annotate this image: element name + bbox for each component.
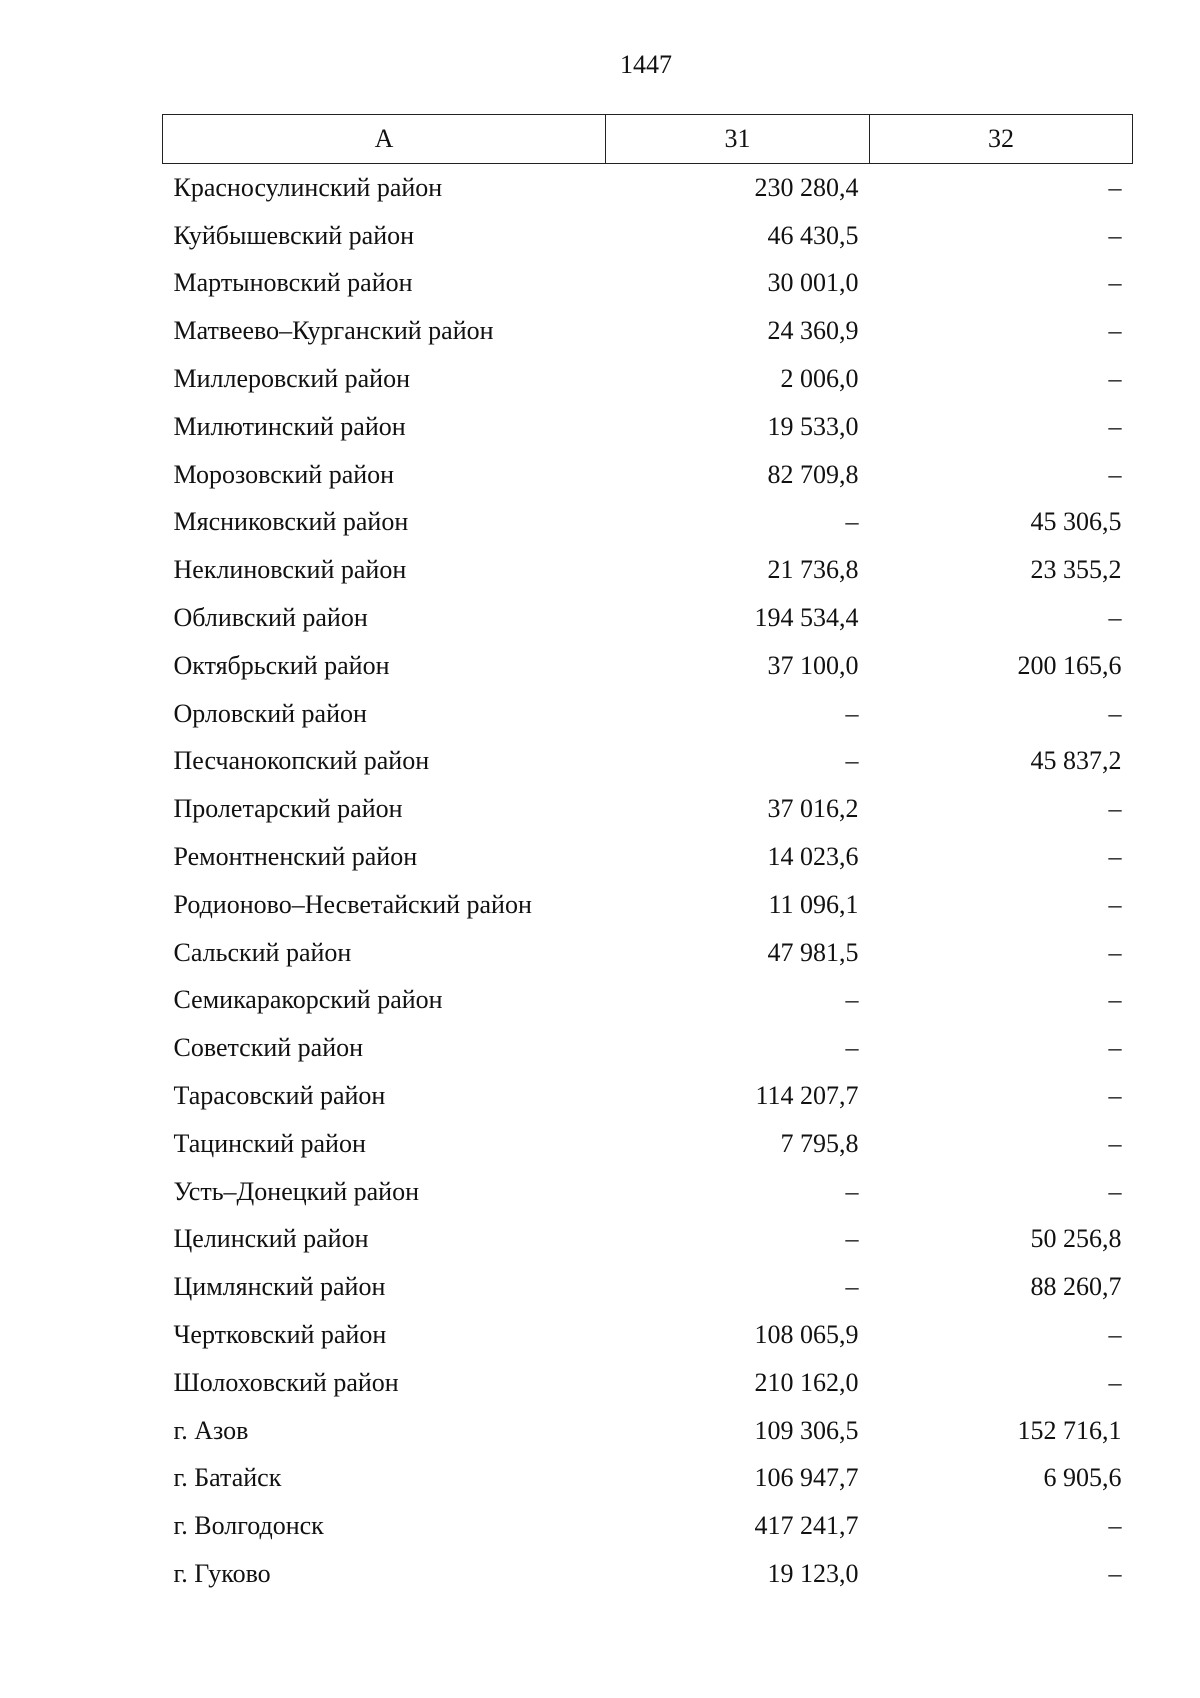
table-row (163, 833, 1133, 881)
value-col-31: – (845, 1033, 859, 1063)
row-name: Миллеровский район (173, 364, 411, 394)
table-row (163, 977, 1133, 1025)
row-name: Матвеево–Курганский район (173, 316, 494, 346)
value-col-32: – (1108, 268, 1122, 298)
value-col-31: – (845, 985, 859, 1015)
header-row (163, 115, 1133, 164)
value-col-32: – (1108, 1033, 1122, 1063)
value-col-32: – (1108, 459, 1122, 489)
value-col-32: – (1108, 698, 1122, 728)
row-name: Морозовский район (173, 459, 395, 489)
value-col-32: – (1108, 1559, 1122, 1588)
header-col-31: 31 (606, 115, 870, 164)
value-col-31: 230 280,4 (754, 172, 859, 202)
value-col-32: – (1108, 1081, 1122, 1111)
value-col-31: 7 795,8 (780, 1128, 859, 1158)
table-body (163, 164, 1133, 1598)
value-col-31: 114 207,7 (755, 1081, 859, 1111)
value-col-31: 2 006,0 (780, 364, 859, 394)
row-name: Орловский район (173, 698, 367, 728)
table-row (163, 1455, 1133, 1503)
row-name: Сальский район (173, 937, 352, 967)
value-col-31: – (845, 507, 859, 537)
table-row (163, 1072, 1133, 1120)
table-row (163, 929, 1133, 977)
table-row (163, 546, 1133, 594)
table-row (163, 785, 1133, 833)
row-name: Неклиновский район (173, 555, 407, 585)
table-row (163, 499, 1133, 547)
data-table (162, 114, 1133, 1598)
value-col-32: – (1108, 985, 1122, 1015)
row-name: Пролетарский район (173, 794, 403, 824)
value-col-31: 37 016,2 (767, 794, 859, 824)
table-row (163, 307, 1133, 355)
value-col-31: 19 533,0 (767, 411, 859, 441)
table-row (163, 594, 1133, 642)
row-name: Цимлянский район (173, 1272, 386, 1302)
value-col-32: – (1108, 603, 1122, 633)
value-col-32: 45 837,2 (1030, 746, 1122, 776)
value-col-32: – (1108, 1367, 1122, 1397)
value-col-31: 194 534,4 (754, 603, 859, 633)
row-name: Тацинский район (173, 1128, 366, 1158)
table-header (163, 115, 1133, 164)
table-row (163, 451, 1133, 499)
table-row (163, 738, 1133, 786)
value-col-31: 109 306,5 (754, 1415, 859, 1445)
row-name: г. Волгодонск (173, 1511, 324, 1541)
value-col-32: – (1108, 937, 1122, 967)
value-col-32: 23 355,2 (1030, 555, 1122, 585)
value-col-31: 210 162,0 (754, 1367, 859, 1397)
row-name: Мясниковский район (173, 507, 409, 537)
value-col-31: 19 123,0 (767, 1559, 859, 1588)
row-name: Песчанокопский район (173, 746, 430, 776)
value-col-31: 14 023,6 (767, 842, 859, 872)
table-row (163, 1311, 1133, 1359)
page-number: 1447 (620, 50, 672, 79)
table-row (163, 1550, 1133, 1598)
table-row (163, 1407, 1133, 1455)
row-name: Шолоховский район (173, 1367, 399, 1397)
value-col-32: – (1108, 889, 1122, 919)
row-name: Милютинский район (173, 411, 406, 441)
row-name: Ремонтненский район (173, 842, 418, 872)
row-name: Обливский район (173, 603, 368, 633)
table-row (163, 1216, 1133, 1264)
row-name: Красносулинский район (173, 172, 443, 202)
value-col-31: 21 736,8 (767, 555, 859, 585)
table-row (163, 1263, 1133, 1311)
table-row (163, 1502, 1133, 1550)
value-col-32: – (1108, 172, 1122, 202)
table-row (163, 403, 1133, 451)
value-col-31: 37 100,0 (767, 650, 859, 680)
header-col-a: А (163, 115, 606, 164)
table-row (163, 690, 1133, 738)
value-col-32: – (1108, 842, 1122, 872)
value-col-31: 24 360,9 (767, 316, 859, 346)
value-col-31: 11 096,1 (768, 889, 859, 919)
table-row (163, 260, 1133, 308)
value-col-32: – (1108, 411, 1122, 441)
row-name: Семикаракорский район (173, 985, 443, 1015)
table-row (163, 642, 1133, 690)
value-col-32: – (1108, 220, 1122, 250)
table-row (163, 1024, 1133, 1072)
table-row (163, 881, 1133, 929)
value-col-32: – (1108, 1128, 1122, 1158)
table-row (163, 1168, 1133, 1216)
table-row (163, 164, 1133, 212)
table-row (163, 212, 1133, 260)
value-col-31: 106 947,7 (754, 1463, 859, 1493)
value-col-31: 47 981,5 (767, 937, 859, 967)
value-col-32: – (1108, 1320, 1122, 1350)
value-col-32: – (1108, 364, 1122, 394)
value-col-32: – (1108, 1511, 1122, 1541)
header-col-32: 32 (870, 115, 1133, 164)
row-name: Тарасовский район (173, 1081, 386, 1111)
value-col-31: 46 430,5 (767, 220, 859, 250)
row-name: Целинский район (173, 1224, 369, 1254)
value-col-31: – (845, 1224, 859, 1254)
row-name: Куйбышевский район (173, 220, 415, 250)
value-col-32: – (1108, 1176, 1122, 1206)
value-col-32: 45 306,5 (1030, 507, 1122, 537)
row-name: Октябрьский район (173, 650, 390, 680)
row-name: Усть–Донецкий район (173, 1176, 419, 1206)
value-col-32: 88 260,7 (1030, 1272, 1122, 1302)
value-col-32: – (1108, 794, 1122, 824)
table-row (163, 1120, 1133, 1168)
value-col-31: 30 001,0 (767, 268, 859, 298)
value-col-32: 6 905,6 (1043, 1463, 1122, 1493)
row-name: г. Азов (173, 1415, 249, 1445)
value-col-32: 50 256,8 (1030, 1224, 1122, 1254)
row-name: Родионово–Несветайский район (173, 889, 532, 919)
value-col-31: 108 065,9 (754, 1320, 859, 1350)
row-name: Чертковский район (173, 1320, 387, 1350)
value-col-31: – (845, 698, 859, 728)
row-name: Советский район (173, 1033, 364, 1063)
value-col-31: – (845, 1176, 859, 1206)
value-col-31: – (845, 746, 859, 776)
table-row (163, 1359, 1133, 1407)
row-name: г. Батайск (173, 1463, 282, 1493)
value-col-32: – (1108, 316, 1122, 346)
table-row (163, 355, 1133, 403)
value-col-32: 152 716,1 (1017, 1415, 1122, 1445)
row-name: г. Гуково (173, 1559, 271, 1588)
value-col-31: 82 709,8 (767, 459, 859, 489)
value-col-31: 417 241,7 (754, 1511, 859, 1541)
row-name: Мартыновский район (173, 268, 413, 298)
value-col-31: – (845, 1272, 859, 1302)
value-col-32: 200 165,6 (1017, 650, 1122, 680)
